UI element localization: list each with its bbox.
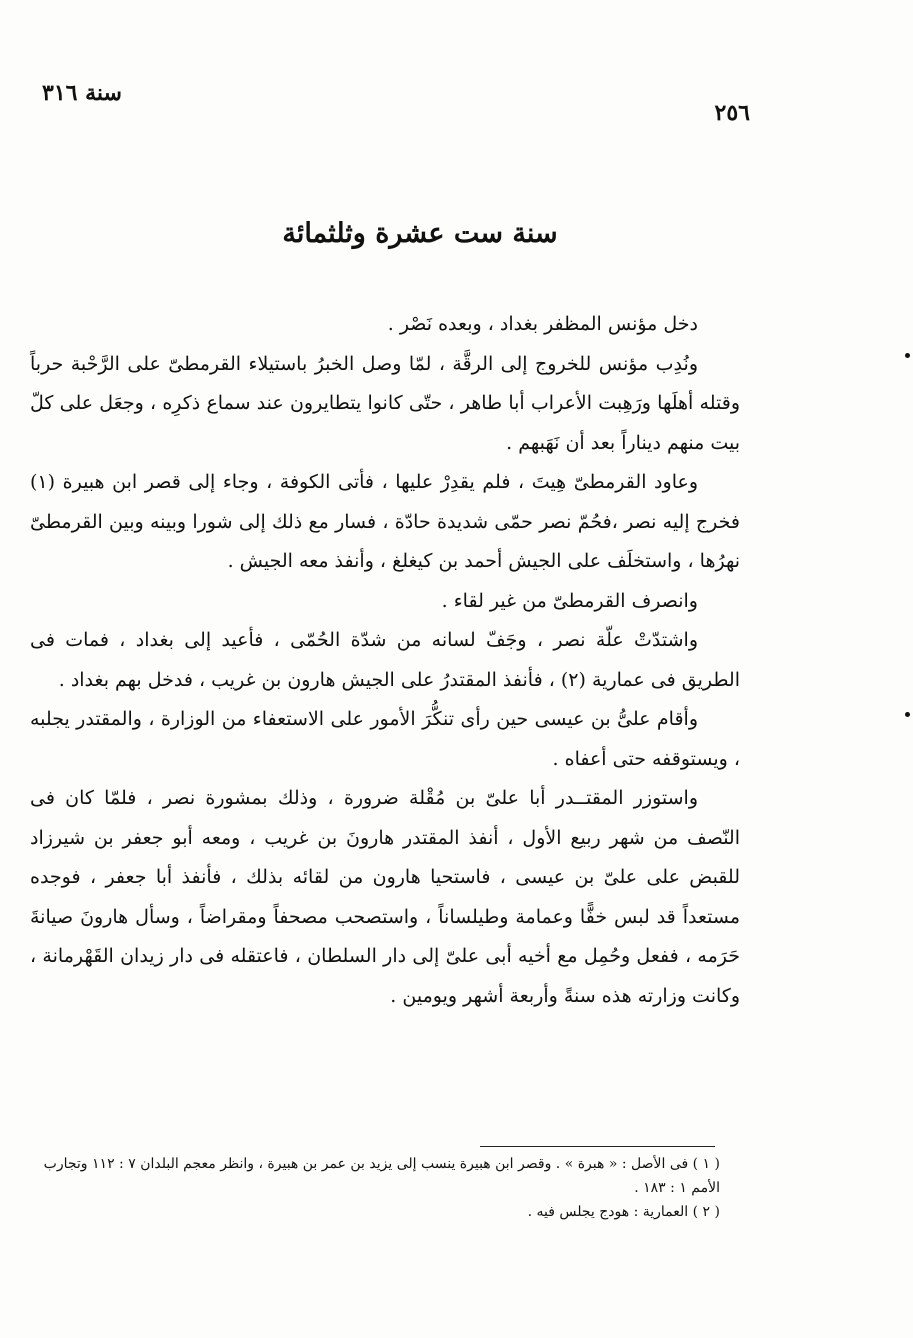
footnote: ( ٢ ) العمارية : هودج يجلس فيه . [527, 1204, 720, 1220]
paragraph: واشتدّتْ علّة نصر ، وجَفّ لسانه من شدّة الحُمّى ، فأعيد إلى بغداد ، فمات فى الطريق فى عمارية (٢) ، فأنفذ المقتدرُ على الجيش هارون بن غريب ، فدخل بهم بغداد . [30, 629, 740, 691]
body-text [30, 305, 740, 1016]
footnote: ( ١ ) فى الأصل : « هبرة » . وقصر ابن هبيرة ينسب إلى يزيد بن عمر بن هبيرة ، وانظر معجم البلدان ٧ : ١١٢ وتجارب الأمم ١ : ١٨٣ . [43, 1156, 720, 1196]
chapter-title: سنة ست عشرة وثلثمائة [282, 218, 558, 249]
paragraph: دخل مؤنس المظفر بغداد ، وبعده نَصْر . [387, 313, 698, 335]
running-head-year: سنة ٣١٦ [42, 80, 122, 106]
paragraph: ونُدِب مؤنس للخروج إلى الرقَّة ، لمّا وصل الخبرُ باستيلاء القرمطىّ على الرَّحْبة حرباً وقتله أهلَها ورَهِبت الأعراب أبا طاهر ، حتّى كانوا يتطايرون عند سماع ذكرِه ، وجعَل على كلّ بيت منهم ديناراً بعد أن نَهَبهم . [30, 352, 740, 454]
paragraph: وانصرف القرمطىّ من غير لقاء . [441, 589, 698, 612]
page-number: ٢٥٦ [714, 100, 750, 126]
running-head [30, 80, 750, 126]
margin-dot-mark [905, 353, 910, 358]
margin-dot-mark [905, 712, 910, 717]
paragraph: واستوزر المقتــدر أبا علىّ بن مُقْلة ضرورة ، وذلك بمشورة نصر ، فلمّا كان فى النّصف من شهر ربيع الأول ، أنفذ المقتدر هارونَ بن غريب ، ومعه أبو جعفر بن شيرزاد للقبض على علىّ بن عيسى ، فاستحيا هارون من لقائه بذلك ، فأنفذ أبا جعفر ، فوجده مستعداً قد لبس خفًّا وعمامة وطيلساناً ، واستصحب مصحفاً ومقراضاً ، وسأل هارونَ صيانةَ حَرَمه ، ففعل وحُمِل مع أخيه أبى علىّ إلى دار السلطان ، فاعتقله فى دار زيدان القَهْرمانة ، وكانت وزارته هذه سنةً وأربعة أشهر ويومين . [30, 787, 740, 1007]
footnotes [20, 1152, 720, 1224]
footnote-separator [480, 1146, 715, 1147]
paragraph: وأقام علىُّ بن عيسى حين رأى تنكُّرَ الأمور على الاستعفاء من الوزارة ، والمقتدر يجلبه ، ويستوقفه حتى أعفاه . [30, 708, 740, 770]
paragraph: وعاود القرمطىّ هِيتَ ، فلم يقدِرْ عليها ، فأتى الكوفة ، وجاء إلى قصر ابن هبيرة (١) فخرج إليه نصر ،فحُمّ نصر حمّى شديدة حادّة ، فسار مع ذلك إلى شورا وبينه وبين القرمطىّ نهرُها ، واستخلَف على الجيش أحمد بن كيغلغ ، وأنفذ معه الجيش . [30, 471, 740, 572]
